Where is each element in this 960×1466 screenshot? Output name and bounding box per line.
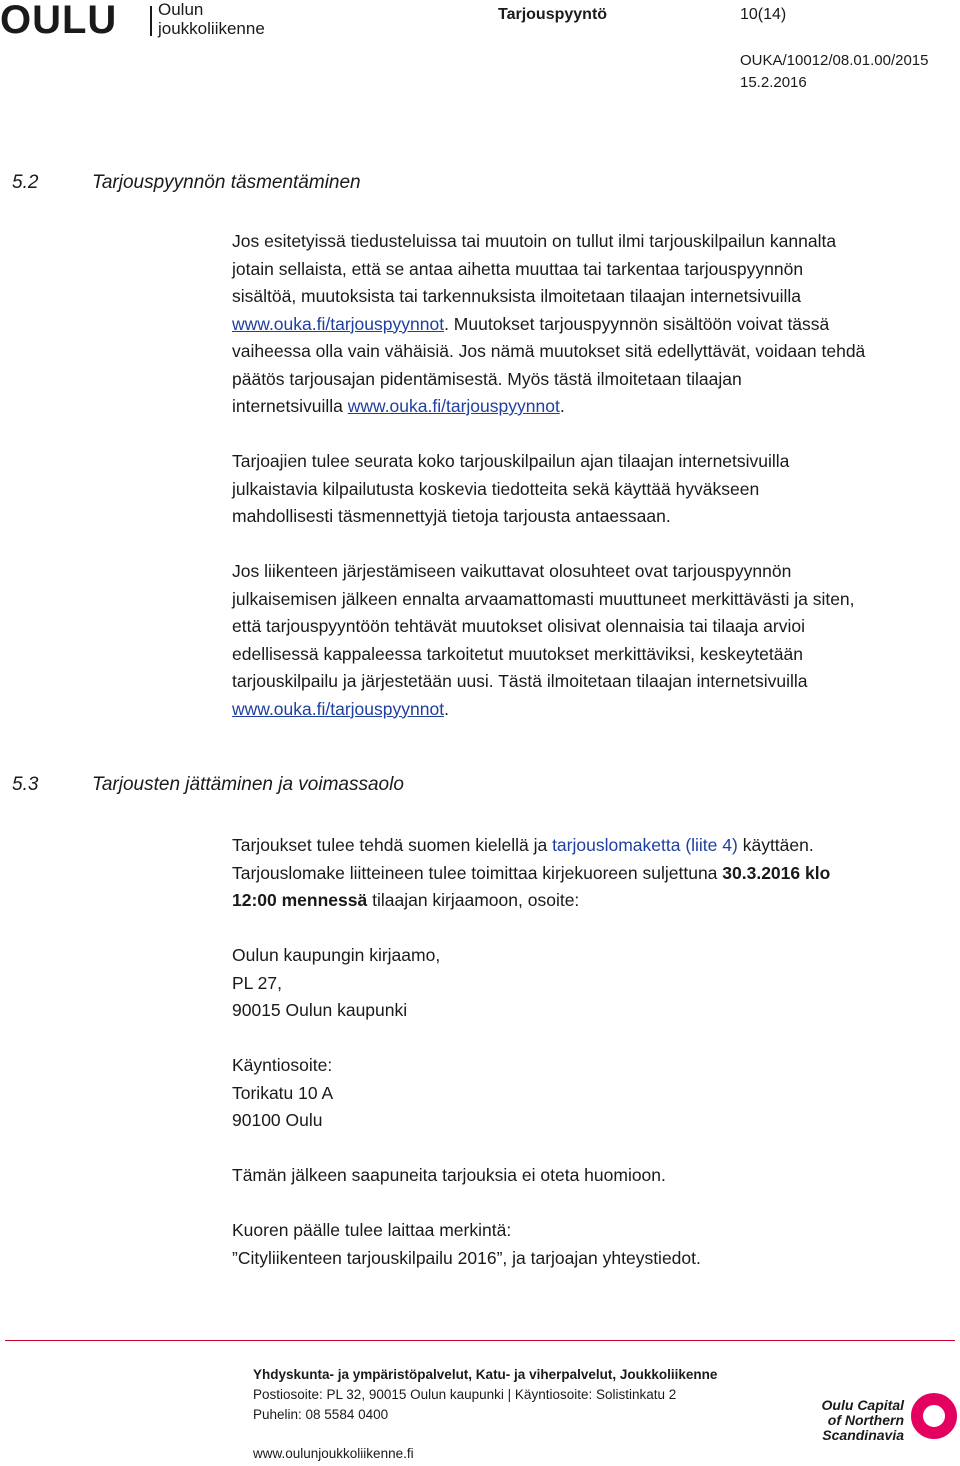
- text-line: ”Cityliikenteen tarjouskilpailu 2016”, ja tarjoajan yhteystiedot.: [232, 1247, 701, 1268]
- text-line: vaiheessa olla vain vähäisiä. Jos nämä muutokset sitä edellyttävät, voidaan tehdä: [232, 341, 866, 361]
- paragraph-follow-updates: [232, 448, 960, 531]
- text-line: [232, 832, 960, 860]
- text-span: tilaajan kirjaamoon, osoite:: [367, 890, 580, 910]
- text-line: mahdollisesti täsmennettyjä tietoja tarjousta antaessaan.: [232, 506, 671, 526]
- address-line: Oulun kaupungin kirjaamo,: [232, 945, 441, 965]
- section-heading-5-2: [12, 172, 912, 196]
- paragraph-cancellation: [232, 558, 960, 723]
- text-line: Jos esitetyissä tiedusteluissa tai muutoin on tullut ilmi tarjouskilpailun kannalta: [232, 231, 837, 251]
- logo-subtitle: [158, 0, 265, 38]
- text-line: [232, 311, 960, 339]
- footer-divider: [5, 1340, 955, 1341]
- footer-website[interactable]: www.oulunjoukkoliikenne.fi: [253, 1446, 414, 1461]
- section-title: Tarjouspyynnön täsmentäminen: [92, 172, 361, 193]
- text-line: Tarjoajien tulee seurata koko tarjouskilpailun ajan tilaajan internetsivuilla: [232, 451, 790, 471]
- capital-line: of Northern: [827, 1412, 904, 1428]
- address-line: Käyntiosoite:: [232, 1055, 333, 1075]
- envelope-marking: [232, 1217, 960, 1272]
- capital-of-northern-scandinavia-logo: [808, 1398, 904, 1443]
- text-span: käyttäen.: [737, 835, 814, 855]
- text-span: . Muutokset tarjouspyynnön sisältöön voivat tässä: [444, 313, 830, 334]
- deadline-time: 12:00 mennessä: [232, 890, 368, 910]
- text-line: Kuoren päälle tulee laittaa merkintä:: [232, 1220, 512, 1240]
- late-submission-note: [232, 1162, 960, 1190]
- paragraph-changes: [232, 228, 960, 421]
- page-number: 10(14): [740, 6, 787, 23]
- text-line: [232, 887, 960, 915]
- text-span: Tarjouslomake liitteineen tulee toimittaa kirjekuoreen suljettuna: [232, 862, 723, 883]
- text-line: edellisessä kappaleessa tarkoitetut muutokset merkittäviksi, keskeytetään: [232, 643, 803, 664]
- tarjouspyynnot-link[interactable]: www.ouka.fi/tarjouspyynnot: [232, 698, 445, 719]
- text-span: Tarjoukset tulee tehdä suomen kielellä ja: [232, 835, 553, 855]
- document-date: 15.2.2016: [740, 74, 807, 91]
- oulu-ring-logo-icon: [910, 1392, 958, 1440]
- text-line: julkaisemisen jälkeen ennalta arvaamattomasti muuttuneet merkittävästi ja siten,: [232, 588, 855, 609]
- text-line: [232, 696, 960, 724]
- visiting-address: [232, 1052, 960, 1135]
- deadline-date: 30.3.2016 klo: [722, 862, 831, 883]
- address-line: 90015 Oulun kaupunki: [232, 1000, 408, 1020]
- text-line: tarjouskilpailu ja järjestetään uusi. Tästä ilmoitetaan tilaajan internetsivuilla: [232, 671, 808, 691]
- reference-number: OUKA/10012/08.01.00/2015: [740, 52, 929, 69]
- address-line: PL 27,: [232, 972, 282, 993]
- text-line: julkaistavia kilpailutusta koskevia tiedotteita sekä käyttää hyväkseen: [232, 478, 760, 499]
- capital-line: Oulu Capital: [821, 1397, 904, 1413]
- text-span: .: [444, 698, 449, 719]
- address-line: 90100 Oulu: [232, 1110, 323, 1130]
- footer-phone: Puhelin: 08 5584 0400: [253, 1407, 389, 1422]
- text-line: [232, 393, 960, 421]
- section-title: Tarjousten jättäminen ja voimassaolo: [92, 774, 404, 795]
- document-title: Tarjouspyyntö: [498, 6, 608, 23]
- capital-line: Scandinavia: [822, 1427, 904, 1443]
- section-number: 5.2: [12, 172, 39, 193]
- text-line: päätös tarjousajan pidentämisestä. Myös tästä ilmoitetaan tilaajan: [232, 368, 742, 389]
- tender-form-link[interactable]: tarjouslomaketta (liite 4): [552, 835, 738, 855]
- text-line: Tämän jälkeen saapuneita tarjouksia ei oteta huomioon.: [232, 1165, 666, 1185]
- text-line: sisältöä, muutoksista tai tarkennuksista ilmoitetaan tilaajan internetsivuilla: [232, 286, 802, 306]
- text-span: internetsivuilla: [232, 396, 348, 416]
- section-number: 5.3: [12, 774, 39, 795]
- text-line: Jos liikenteen järjestämiseen vaikuttavat olosuhteet ovat tarjouspyynnön: [232, 561, 792, 581]
- address-line: Torikatu 10 A: [232, 1082, 334, 1103]
- tarjouspyynnot-link[interactable]: www.ouka.fi/tarjouspyynnot: [232, 313, 445, 334]
- oulu-logo: OULU: [0, 0, 118, 42]
- text-line: [232, 860, 960, 888]
- paragraph-submission: [232, 832, 960, 915]
- footer-postal-address: Postiosoite: PL 32, 90015 Oulun kaupunki | Käyntiosoite: Solistinkatu 2: [253, 1387, 677, 1402]
- tarjouspyynnot-link[interactable]: www.ouka.fi/tarjouspyynnot: [347, 396, 560, 416]
- logo-divider: [150, 6, 152, 36]
- text-span: .: [559, 396, 565, 416]
- text-line: että tarjouspyyntöön tehtävät muutokset olisivat olennaisia tai tilaaja arvioi: [232, 616, 805, 636]
- section-heading-5-3: [12, 774, 912, 798]
- footer-organization: Yhdyskunta- ja ympäristöpalvelut, Katu- ja viherpalvelut, Joukkoliikenne: [253, 1367, 718, 1382]
- postal-address: [232, 942, 960, 1025]
- ring-shape: [917, 1399, 951, 1433]
- text-line: jotain sellaista, että se antaa aihetta muuttaa tai tarkentaa tarjouspyynnön: [232, 258, 804, 279]
- logo-sub-line2: joukkoliikenne: [158, 19, 265, 38]
- logo-sub-line1: Oulun: [158, 0, 204, 19]
